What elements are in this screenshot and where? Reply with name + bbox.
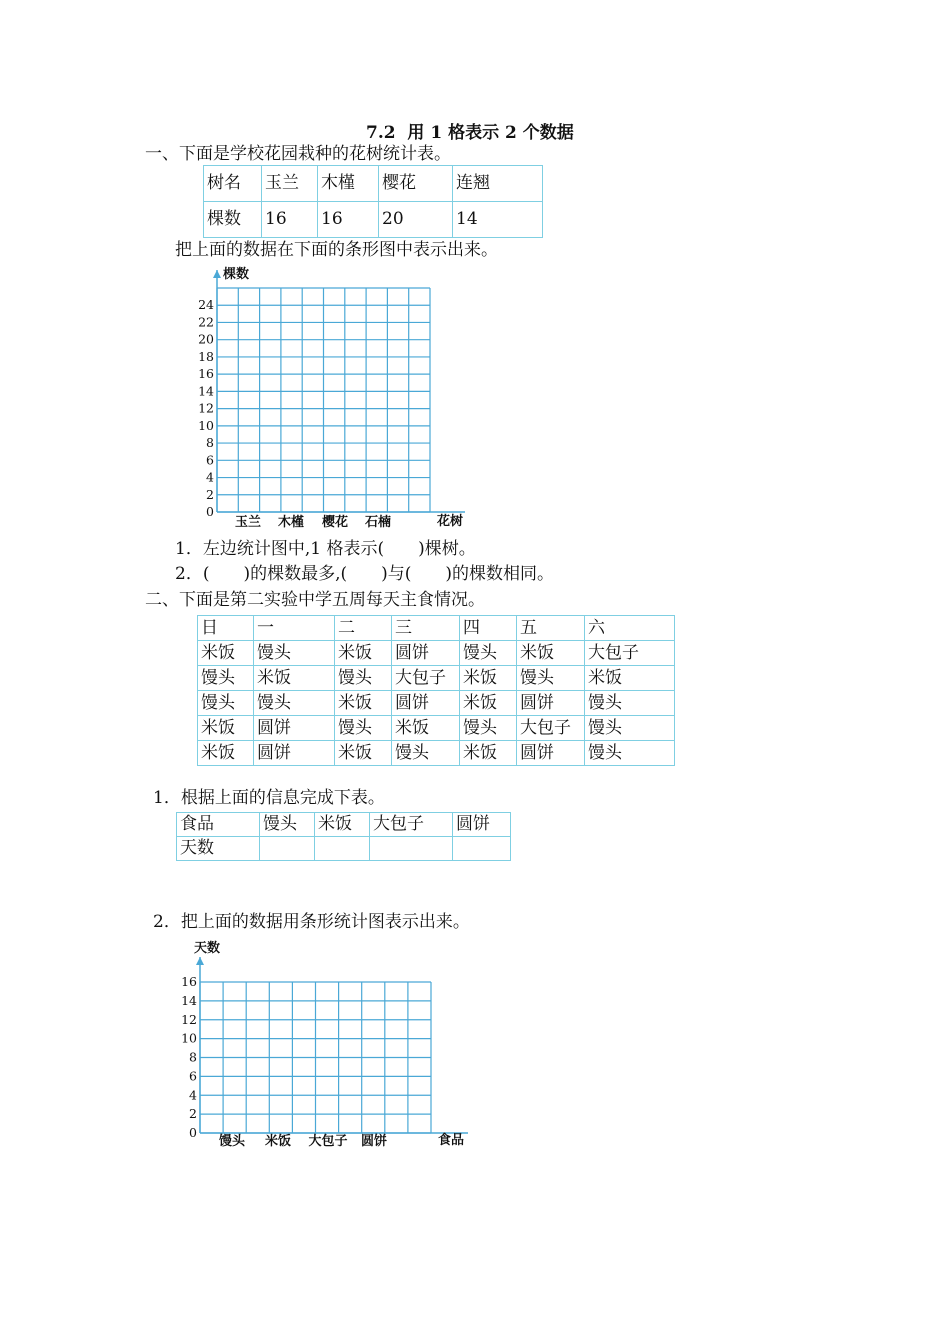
section-2-question-1: 1．根据上面的信息完成下表。 (153, 788, 385, 808)
meal-table-cell: 大包子 (392, 666, 460, 691)
y-axis-label: 棵数 (223, 267, 250, 282)
meal-table-cell: 馒头 (254, 641, 335, 666)
meal-table-cell: 馒头 (335, 666, 392, 691)
x-category-label: 圆饼 (360, 1134, 388, 1149)
tree-table-cell: 14 (453, 202, 543, 238)
food-bar-chart[interactable] (172, 937, 482, 1157)
tree-table-cell: 16 (318, 202, 379, 238)
y-tick-label: 18 (198, 348, 214, 364)
y-tick-label: 4 (189, 1087, 197, 1103)
meal-table-header: 六 (585, 616, 675, 641)
meal-table-cell: 米饭 (460, 666, 517, 691)
meal-table-cell: 馒头 (585, 691, 675, 716)
y-tick-label: 4 (206, 469, 214, 485)
meal-table-header: 五 (517, 616, 585, 641)
food-table-header: 馒头 (260, 813, 315, 837)
food-table-answer-cell[interactable] (260, 837, 315, 861)
food-table-header: 圆饼 (453, 813, 511, 837)
tree-table-cell: 20 (379, 202, 453, 238)
tree-table (203, 165, 543, 238)
meal-table-header: 三 (392, 616, 460, 641)
meal-table-cell: 米饭 (585, 666, 675, 691)
meal-table-cell: 米饭 (335, 641, 392, 666)
meal-table-header: 二 (335, 616, 392, 641)
y-tick-label: 2 (206, 486, 214, 502)
food-table-header: 大包子 (370, 813, 453, 837)
meal-table-cell: 米饭 (254, 666, 335, 691)
y-tick-label: 16 (198, 366, 214, 382)
meal-table-header: 日 (198, 616, 254, 641)
section-1-heading: 一、下面是学校花园栽种的花树统计表。 (145, 144, 451, 164)
y-tick-label: 6 (189, 1068, 197, 1084)
meal-table-cell: 米饭 (198, 741, 254, 766)
meal-table-cell: 馒头 (198, 666, 254, 691)
x-axis-label: 花树 (437, 514, 464, 529)
y-tick-label: 0 (206, 504, 214, 519)
y-tick-label: 6 (206, 452, 214, 468)
y-tick-label: 14 (181, 992, 197, 1008)
meal-table-cell: 米饭 (460, 691, 517, 716)
food-table-header: 米饭 (315, 813, 370, 837)
section-2-heading: 二、下面是第二实验中学五周每天主食情况。 (145, 590, 485, 610)
food-table-label-food: 食品 (177, 813, 260, 837)
y-tick-label: 24 (198, 297, 214, 313)
meal-table-cell: 米饭 (392, 716, 460, 741)
meal-table-cell: 圆饼 (392, 641, 460, 666)
y-tick-label: 14 (198, 383, 214, 399)
x-category-label: 大包子 (308, 1134, 348, 1149)
y-axis-arrow-icon (196, 957, 204, 965)
meal-table-cell: 圆饼 (517, 691, 585, 716)
y-tick-label: 2 (189, 1106, 197, 1122)
meal-table-cell: 馒头 (517, 666, 585, 691)
y-tick-label: 0 (189, 1125, 197, 1140)
x-category-label: 玉兰 (234, 515, 262, 530)
meal-table-cell: 圆饼 (254, 716, 335, 741)
x-category-label: 樱花 (321, 515, 349, 530)
y-tick-label: 8 (189, 1049, 197, 1065)
tree-table-label-count: 棵数 (204, 202, 262, 238)
meal-table-cell: 米饭 (335, 691, 392, 716)
meal-table-cell: 圆饼 (392, 691, 460, 716)
x-category-label: 米饭 (264, 1134, 292, 1149)
food-table-answer-cell[interactable] (370, 837, 453, 861)
tree-table-cell: 木槿 (318, 166, 379, 202)
meal-table-cell: 米饭 (460, 741, 517, 766)
x-category-label: 木槿 (277, 515, 305, 530)
meal-schedule-table (197, 615, 675, 766)
meal-table-cell: 馒头 (460, 641, 517, 666)
y-tick-label: 12 (181, 1011, 197, 1027)
y-tick-label: 10 (181, 1030, 197, 1046)
food-table-answer-cell[interactable] (315, 837, 370, 861)
meal-table-cell: 馒头 (335, 716, 392, 741)
tree-table-cell: 16 (262, 202, 318, 238)
meal-table-cell: 大包子 (585, 641, 675, 666)
meal-table-cell: 米饭 (517, 641, 585, 666)
meal-table-cell: 馒头 (198, 691, 254, 716)
meal-table-cell: 馒头 (460, 716, 517, 741)
meal-table-cell: 馒头 (392, 741, 460, 766)
y-tick-label: 20 (198, 331, 214, 347)
section-2-question-2: 2．把上面的数据用条形统计图表示出来。 (153, 912, 470, 932)
x-axis-label: 食品 (438, 1133, 465, 1148)
meal-table-cell: 大包子 (517, 716, 585, 741)
tree-table-cell: 樱花 (379, 166, 453, 202)
tree-bar-chart[interactable] (190, 262, 480, 537)
y-axis-arrow-icon (213, 270, 221, 278)
food-count-table (176, 812, 511, 861)
meal-table-cell: 馒头 (585, 741, 675, 766)
page-title: 7.2 用 1 格表示 2 个数据 (366, 123, 574, 143)
meal-table-cell: 馒头 (254, 691, 335, 716)
meal-table-cell: 米饭 (198, 641, 254, 666)
meal-table-header: 四 (460, 616, 517, 641)
y-tick-label: 16 (181, 974, 197, 989)
section-1-instruction: 把上面的数据在下面的条形图中表示出来。 (175, 240, 498, 260)
meal-table-cell: 圆饼 (254, 741, 335, 766)
x-category-label: 馒头 (218, 1134, 246, 1149)
tree-table-label-name: 树名 (204, 166, 262, 202)
meal-table-cell: 圆饼 (517, 741, 585, 766)
meal-table-cell: 米饭 (198, 716, 254, 741)
section-1-question-2: 2．( )的棵数最多,( )与( )的棵数相同。 (175, 564, 555, 584)
y-tick-label: 12 (198, 400, 214, 416)
tree-table-cell: 玉兰 (262, 166, 318, 202)
meal-table-header: 一 (254, 616, 335, 641)
y-axis-label: 天数 (194, 941, 221, 956)
tree-table-cell: 连翘 (453, 166, 543, 202)
y-tick-label: 8 (206, 435, 214, 451)
food-table-label-days: 天数 (177, 837, 260, 861)
food-table-answer-cell[interactable] (453, 837, 511, 861)
section-1-question-1: 1．左边统计图中,1 格表示( )棵树。 (175, 539, 476, 559)
y-tick-label: 10 (198, 417, 214, 433)
y-tick-label: 22 (198, 314, 214, 330)
meal-table-cell: 米饭 (335, 741, 392, 766)
x-category-label: 石楠 (364, 515, 392, 530)
meal-table-cell: 馒头 (585, 716, 675, 741)
